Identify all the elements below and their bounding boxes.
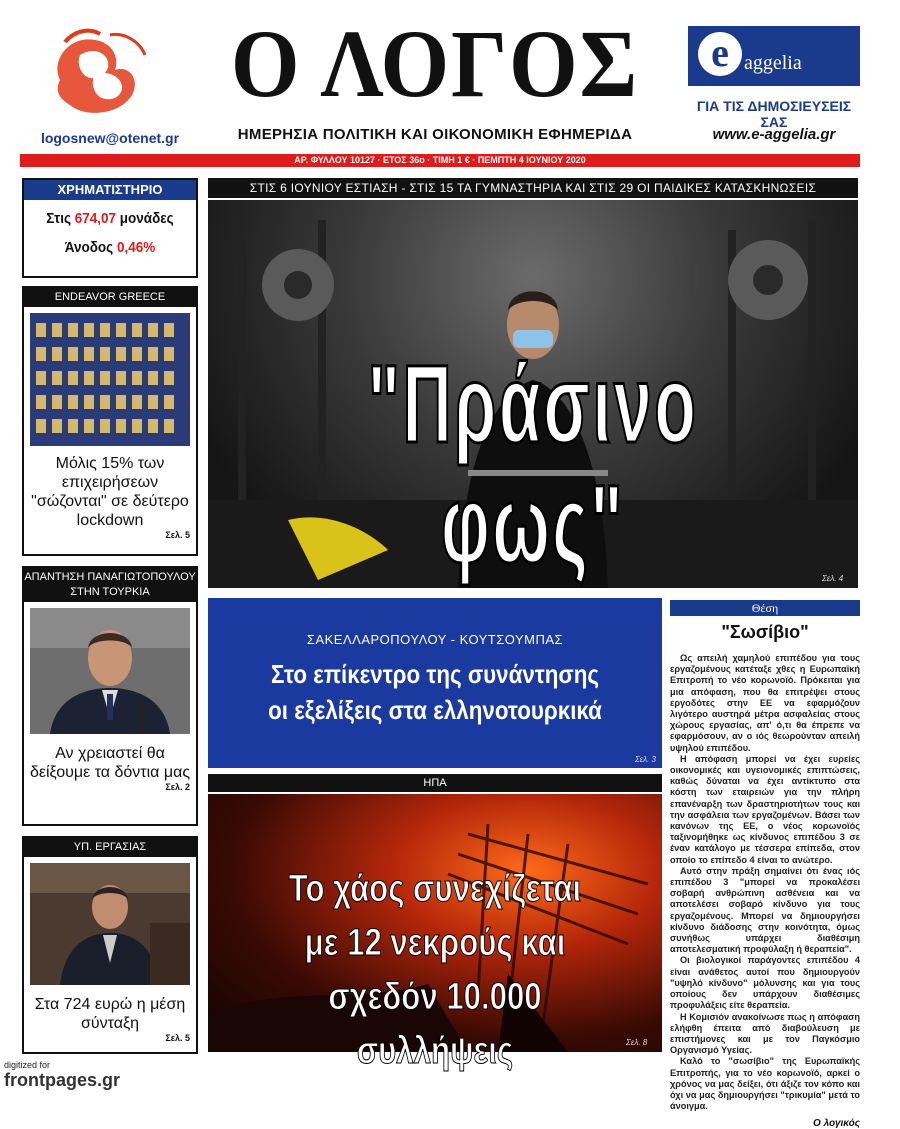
blue-story-kicker: ΣΑΚΕΛΛΑΡΟΠΟΥΛΟΥ - ΚΟΥΤΣΟΥΜΠΑΣ [306,632,564,647]
story-header: ΥΠ. ΕΡΓΑΣΙΑΣ [24,838,196,857]
editorial-body: Ως απειλή χαμηλού επιπέδου για τους εργαζομένους κατέταξε χθες η Ευρωπαϊκή Επιτροπή το νέο κορωνοϊό. Πρόκειται για μια απόφαση, που θα επιτρέψει στους εργοδότες στην ΕΕ να εφαρμόζουν λιγότερο αυστηρά μέτρα ασφαλείας στους χώρους εργασίας, απ' ό,τι θα έπρεπε να εφαρμόσουν, αν ο ιός θεωρούνταν απειλή υψηλού επιπέδου. Η απόφαση μπορεί να έχει ευρείες οικονομικές και υγειονομικές επιπτώσεις, καθώς δύναται να έχει αντίκτυπο στα κόστη των εταιρειών για την πλήρη επανέναρξη των δραστηριοτήτων τους και την ασφάλεια των εργαζομένων. Βάσει των κανόνων της ΕΕ, ο νέος κορωνοϊός ταξινομήθηκε ως κίνδυνος επιπέδου 3 σε έναν κατάλογο με τέσσερα επίπεδα, στον οποίο το επίπεδο 4 είναι το ανώτερο. Αυτό στην πράξη σημαίνει ότι ένας ιός επιπέδου 3 "μπορεί να προκαλέσει σοβαρή ανθρώπινη ασθένεια και να αποτελέσει σοβαρό κίνδυνο για τους εργαζομένους. Μπορεί να δημιουργήσει κίνδυνο διάδοσης στην κοινότητα, όμως συνήθως υπάρχει διαθέσιμη αποτελεσματική προφύλαξη ή θεραπεία". Οι βιολογικοί παράγοντες επιπέδου 4 είναι ανάθετος αυτοί που δημιουργούν "υψηλό κίνδυνο" μόλυνσης και για τους οποίους δεν υπάρχουν διαθέσιμες προφυλάξεις είτε θεραπεία. Η Κομισιόν ανακοίνωσε πως η απόφαση ελήφθη έπειτα από διαβούλευση με επιστήμονες και με τον Παγκόσμιο Οργανισμό Υγείας. Καλό το "σωσίβιο" της Ευρωπαϊκής Επιτροπής, για το νέο κορωνοϊό, αρκεί ο χρόνος να μας δείξει, ότι άξιζε τον κόπο και όχι να μας δημιουργήσει "τρικυμία" μετά το άνοιγμα. [670,653,860,1112]
newspaper-logo-illustration [40,20,160,125]
main-page-reference: Σελ. 4 [822,574,844,583]
story-header: ENDEAVOR GREECE [24,288,196,307]
editorial-header: Θέση [670,600,860,616]
editorial-title: "Σωσίβιο" [721,622,809,642]
main-headline: "Πράσινο φως" [367,343,699,586]
page-reference: Σελ. 2 [165,782,190,792]
main-story-banner: ΣΤΙΣ 6 ΙΟΥΝΙΟΥ ΕΣΤΙΑΣΗ - ΣΤΙΣ 15 ΤΑ ΓΥΜΝΑΣΤΗΡΙΑ ΚΑΙ ΣΤΙΣ 29 ΟΙ ΠΑΙΔΙΚΕΣ ΚΑΤΑΣΚΗΝΩΣΕΙΣ [208,178,858,198]
blue-story-headline: Στο επίκεντρο της συνάντησης οι εξελίξεις στα ελληνοτουρκικά [268,659,602,725]
frontpages-watermark: frontpages.gr [4,1070,121,1090]
usa-page-reference: Σελ. 8 [626,1038,648,1047]
story-caption: Αν χρειαστεί θα δείξουμε τα δόντια μας [29,745,191,781]
left-story-turkey[interactable] [22,566,198,826]
left-story-endeavor[interactable] [22,286,198,556]
office-building-photo [30,313,190,446]
usa-story-headline: Το χάος συνεχίζεται με 12 νεκρούς και σχεδόν 10.000 συλλήψεις [288,868,582,1072]
stock-market-box [22,178,198,278]
issue-info-bar: ΑΡ. ΦΥΛΛΟΥ 10127 · ΕΤΟΣ 36ο · ΤΙΜΗ 1 € · ΠΕΜΠΤΗ 4 ΙΟΥΝΙΟΥ 2020 [20,154,860,167]
left-story-labor[interactable] [22,836,198,1054]
eaggelia-ad-logo[interactable] [688,26,860,86]
story-header: ΑΠΑΝΤΗΣΗ ΠΑΝΑΓΙΩΤΟΠΟΥΛΟΥ ΣΤΗΝ ΤΟΥΡΚΙΑ [24,568,196,602]
newspaper-subtitle: ΗΜΕΡΗΣΙΑ ΠΟΛΙΤΙΚΗ ΚΑΙ ΟΙΚΟΝΟΜΙΚΗ ΕΦΗΜΕΡΙΔΑ [237,126,633,143]
story-caption: Στα 724 ευρώ η μέση σύνταξη [34,996,186,1032]
ad-tagline: ΓΙΑ ΤΙΣ ΔΗΜΟΣΙΕΥΣΕΙΣ ΣΑΣ [696,98,852,130]
blue-page-reference: Σελ. 3 [634,755,656,764]
minister-portrait-photo [30,608,190,734]
page-reference: Σελ. 5 [165,530,190,540]
eaggelia-wordmark: aggelia [744,52,802,74]
stock-header: ΧΡΗΜΑΤΙΣΤΗΡΙΟ [24,180,196,200]
minister-speaking-photo [30,863,190,985]
editorial-signoff: Ο λογικός [813,1118,860,1129]
usa-story-banner: ΗΠΑ [208,774,662,792]
stock-index-value: 674,07 [74,210,117,227]
stock-change-line: Άνοδος 0,46% [64,239,156,256]
editorial-column [670,600,860,1129]
digitized-label: digitized for [4,1060,51,1070]
ad-url[interactable]: www.e-aggelia.gr [712,126,836,143]
newspaper-title: Ο ΛΟΓΟΣ [230,10,640,117]
page-reference: Σελ. 5 [165,1033,190,1043]
blue-story-box[interactable] [208,598,662,768]
contact-email[interactable]: logosnew@otenet.gr [40,130,180,146]
stock-change-value: 0,46% [116,239,156,256]
story-caption: Μόλις 15% των επιχειρήσεων "σώζονται" σε δεύτερο lockdown [31,455,189,529]
stock-index-line: Στις 674,07 μονάδες [46,210,174,227]
eaggelia-e-icon: e [698,32,742,76]
